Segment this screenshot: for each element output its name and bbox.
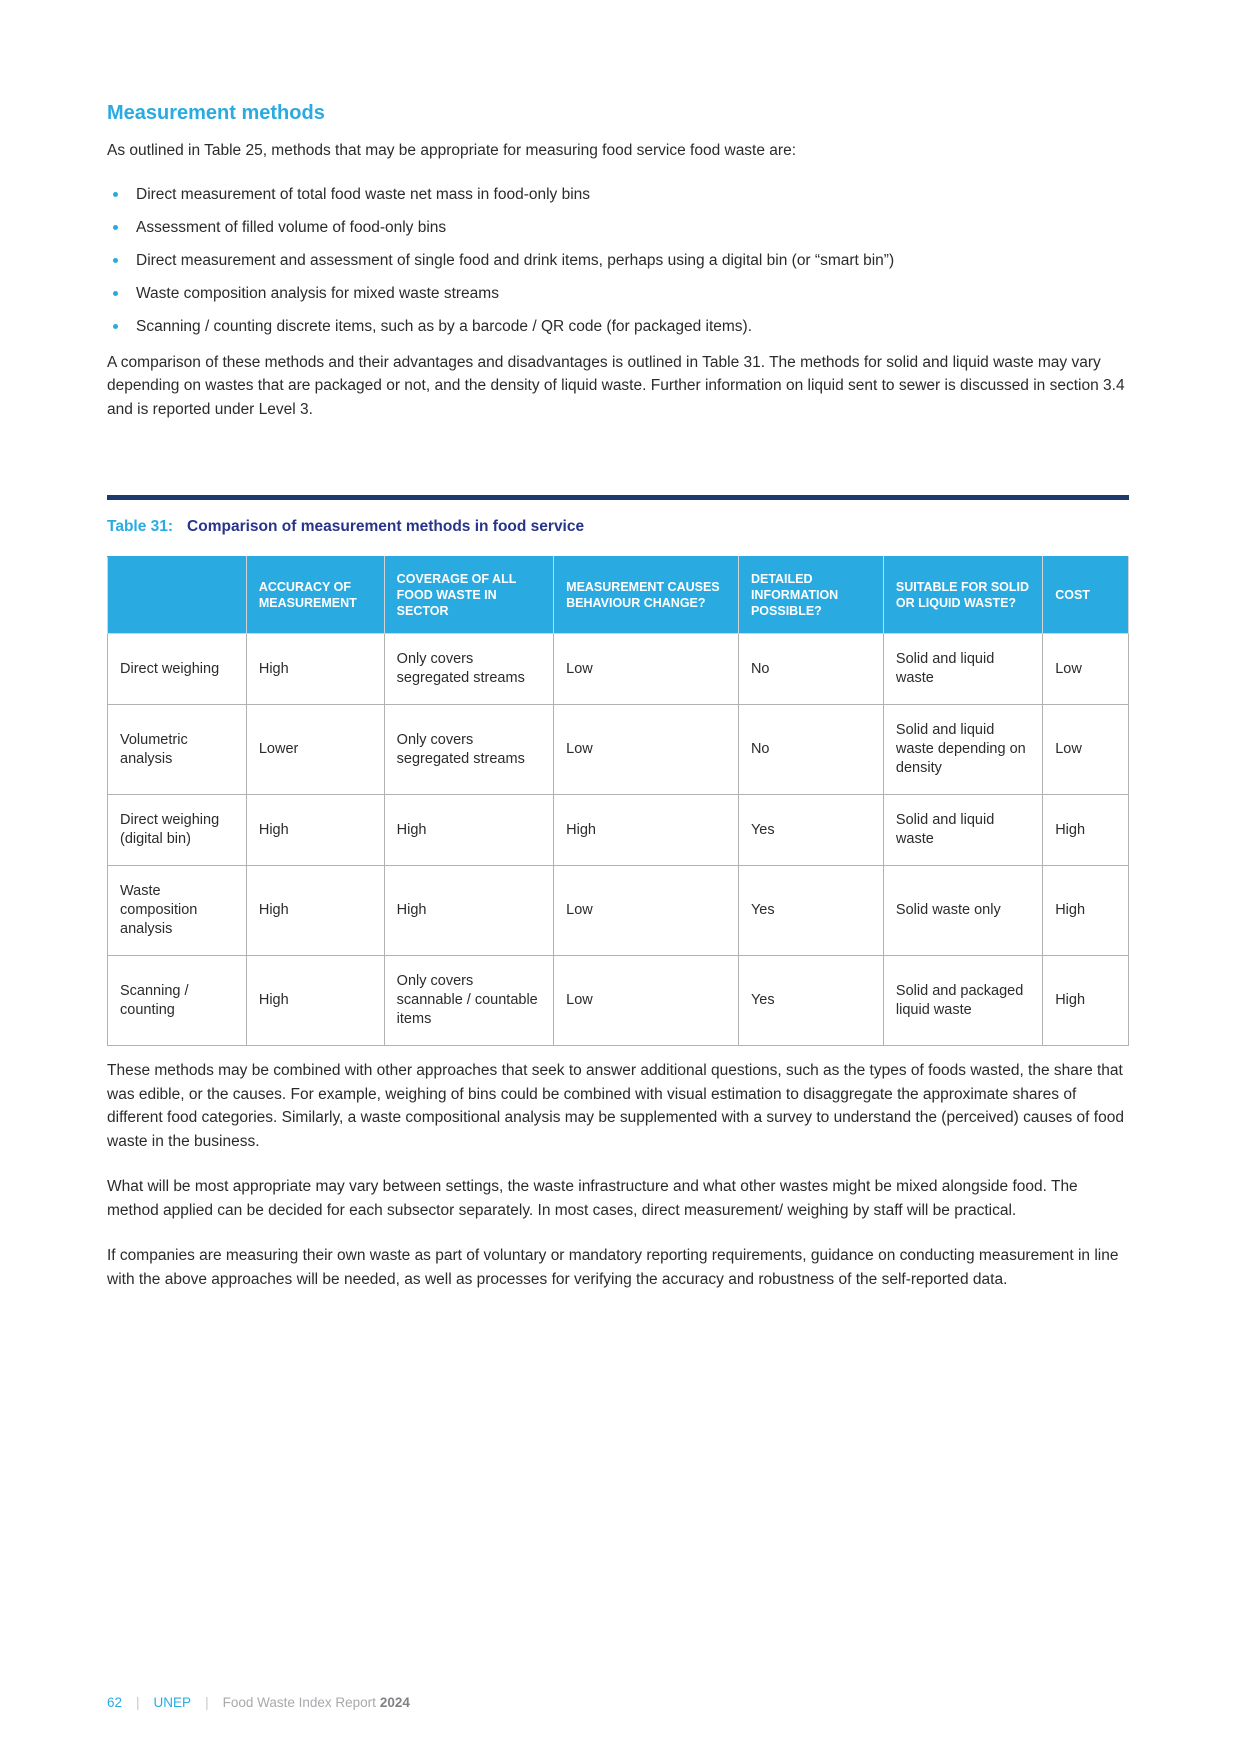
table-cell: Yes	[738, 956, 883, 1046]
footer-org: UNEP	[153, 1695, 192, 1710]
table-cell: Solid waste only	[883, 866, 1042, 956]
table-cell: Low	[554, 956, 739, 1046]
bullet-icon	[113, 225, 118, 230]
bullet-text: Waste composition analysis for mixed waste streams	[136, 284, 499, 302]
table-cell: High	[554, 795, 739, 866]
table-cell: High	[246, 634, 384, 705]
table-cell: High	[246, 866, 384, 956]
method-name-cell: Direct weighing (digital bin)	[108, 795, 247, 866]
table-cell: No	[738, 705, 883, 795]
footer-report-year: 2024	[379, 1695, 410, 1710]
table-cell: High	[384, 795, 553, 866]
footer-divider: |	[205, 1695, 209, 1710]
footer-divider: |	[136, 1695, 140, 1710]
footer-report-title: Food Waste Index Report	[222, 1695, 376, 1710]
table-cell: High	[246, 956, 384, 1046]
bullet-list	[107, 184, 1129, 338]
table-cell: Yes	[738, 866, 883, 956]
table-cell: High	[1043, 956, 1129, 1046]
bullet-icon	[113, 192, 118, 197]
bullet-item	[109, 316, 1129, 338]
bullet-icon	[113, 258, 118, 263]
table-cell: Solid and liquid waste	[883, 634, 1042, 705]
column-header-coverage: COVERAGE OF ALL FOOD WASTE IN SECTOR	[384, 557, 553, 634]
table-cell: Lower	[246, 705, 384, 795]
table-cell: Low	[554, 634, 739, 705]
page-footer	[107, 1694, 410, 1712]
table-caption: Comparison of measurement methods in food service	[187, 518, 585, 535]
closing-paragraph-2: What will be most appropriate may vary between settings, the waste infrastructure and what other wastes might be mixed alongside food. The method applied can be decided for each subsector separately. In most cases, direct measurement/ weighing by staff will be practical.	[107, 1178, 1078, 1219]
closing-paragraph-3: If companies are measuring their own waste as part of voluntary or mandatory reporting requirements, guidance on conducting measurement in line with the above approaches will be needed, as well as processes for verifying the accuracy and robustness of the self-reported data.	[107, 1247, 1119, 1288]
table-cell: Low	[1043, 634, 1129, 705]
table-cell: Only covers segregated streams	[384, 634, 553, 705]
comparison-table	[107, 556, 1129, 1046]
table-cell: Low	[554, 866, 739, 956]
table-caption-row	[107, 516, 1129, 538]
bullet-item	[109, 184, 1129, 206]
column-header-detailed: DETAILED INFORMATION POSSIBLE?	[738, 557, 883, 634]
column-header-behaviour: MEASUREMENT CAUSES BEHAVIOUR CHANGE?	[554, 557, 739, 634]
table-row	[108, 634, 1129, 705]
closing-paragraph-1: These methods may be combined with other approaches that seek to answer additional questions, such as the types of foods wasted, the share that was edible, or the causes. For example, weighing of bins could be combined with visual estimation to disaggregate the approximate shares of different food categories. Similarly, a waste compositional analysis may be supplemented with a survey to understand the (perceived) causes of food waste in the business.	[107, 1062, 1124, 1150]
table-cell: High	[1043, 866, 1129, 956]
section-divider	[107, 495, 1129, 500]
table-cell: High	[384, 866, 553, 956]
bullet-text: Assessment of filled volume of food-only bins	[136, 218, 447, 236]
bullet-text: Direct measurement of total food waste net mass in food-only bins	[136, 185, 591, 203]
table-cell: No	[738, 634, 883, 705]
table-row	[108, 866, 1129, 956]
bullet-item	[109, 217, 1129, 239]
method-name-cell: Waste composition analysis	[108, 866, 247, 956]
bullet-item	[109, 250, 1129, 272]
table-cell: Only covers segregated streams	[384, 705, 553, 795]
table-cell: Solid and packaged liquid waste	[883, 956, 1042, 1046]
page-number: 62	[107, 1695, 123, 1710]
table-cell: Low	[1043, 705, 1129, 795]
column-header-cost: COST	[1043, 557, 1129, 634]
table-cell: Solid and liquid waste	[883, 795, 1042, 866]
table-row	[108, 705, 1129, 795]
bullet-text: Scanning / counting discrete items, such as by a barcode / QR code (for packaged items).	[136, 317, 753, 335]
method-name-cell: Scanning / counting	[108, 956, 247, 1046]
comparison-paragraph: A comparison of these methods and their advantages and disadvantages is outlined in Table 31. The methods for solid and liquid waste may vary depending on wastes that are packaged or not, and the density of liquid waste. Further information on liquid sent to sewer is discussed in section 3.4 and is reported under Level 3.	[107, 353, 1125, 418]
bullet-item	[109, 283, 1129, 305]
table-cell: Solid and liquid waste depending on density	[883, 705, 1042, 795]
column-header-solid-liquid: SUITABLE FOR SOLID OR LIQUID WASTE?	[883, 557, 1042, 634]
intro-paragraph: As outlined in Table 25, methods that may be appropriate for measuring food service food waste are:	[107, 142, 797, 159]
table-row	[108, 956, 1129, 1046]
bullet-icon	[113, 324, 118, 329]
table-cell: Only covers scannable / countable items	[384, 956, 553, 1046]
bullet-icon	[113, 291, 118, 296]
table-cell: High	[246, 795, 384, 866]
bullet-text: Direct measurement and assessment of single food and drink items, perhaps using a digital bin (or “smart bin”)	[136, 251, 895, 269]
column-header-accuracy: ACCURACY OF MEASUREMENT	[246, 557, 384, 634]
table-cell: Low	[554, 705, 739, 795]
table-cell: High	[1043, 795, 1129, 866]
table-cell: Yes	[738, 795, 883, 866]
table-label: Table 31:	[107, 518, 174, 535]
method-name-cell: Volumetric analysis	[108, 705, 247, 795]
column-header-method	[108, 557, 247, 634]
table-row	[108, 795, 1129, 866]
method-name-cell: Direct weighing	[108, 634, 247, 705]
section-heading: Measurement methods	[107, 102, 325, 124]
table-header-row	[108, 557, 1129, 634]
